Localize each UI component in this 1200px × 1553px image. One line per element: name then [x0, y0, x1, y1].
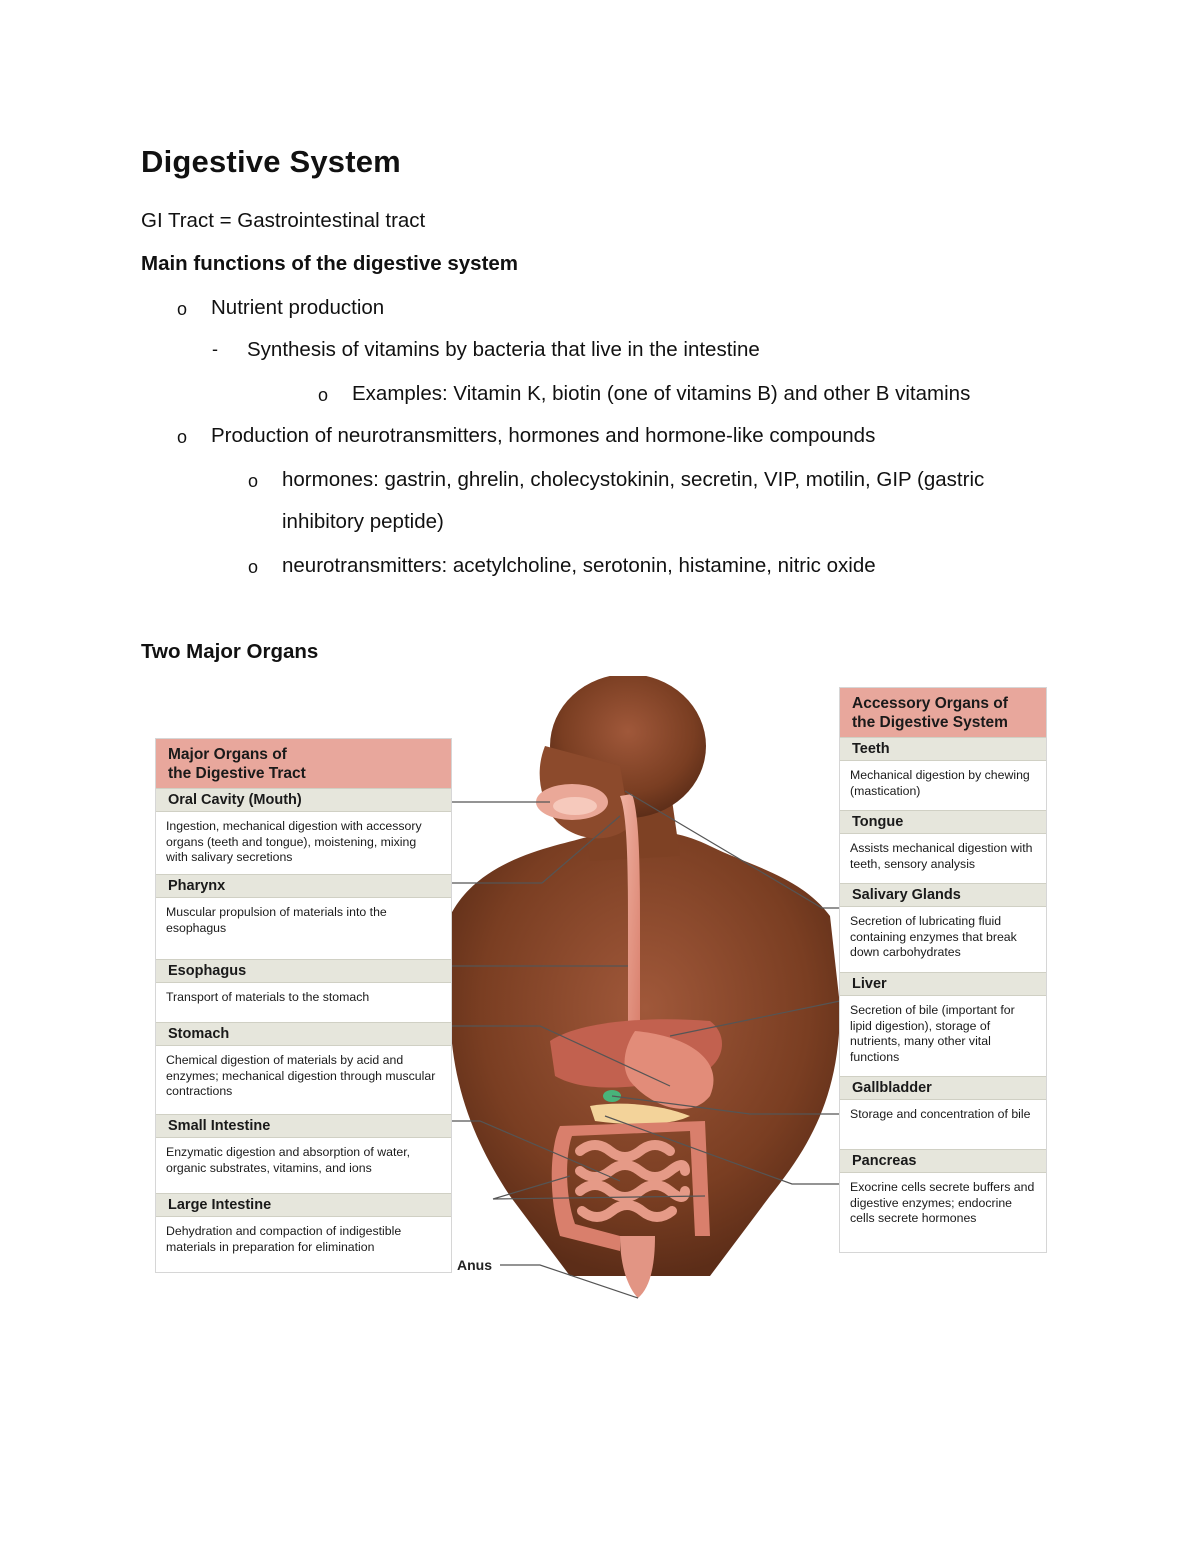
bullet-nutrient-production: Nutrient production — [211, 296, 385, 319]
section-desc-stomach: Chemical digestion of materials by acid and enzymes; mechanical digestion through muscular contractions — [166, 1053, 436, 1098]
section-desc-gallbladder: Storage and concentration of bile — [850, 1107, 1031, 1121]
section-title-pancreas: Pancreas — [840, 1149, 1046, 1173]
bullet-marker: o — [248, 557, 259, 577]
accessory-organs-panel-header — [840, 688, 1046, 737]
gi-tract-line: GI Tract = Gastrointestinal tract — [141, 209, 426, 232]
digestive-system-figure — [150, 676, 1050, 1306]
section-desc-tongue: Assists mechanical digestion with teeth, sensory analysis — [850, 841, 1033, 871]
section-title-tongue: Tongue — [840, 810, 1046, 834]
major-organs-panel — [155, 738, 452, 1273]
section-title-pharynx: Pharynx — [156, 874, 451, 898]
page-title: Digestive System — [141, 144, 401, 179]
bullet-marker: o — [318, 385, 329, 405]
section-desc-pharynx: Muscular propulsion of materials into the esophagus — [166, 905, 387, 935]
section-title-small-intestine: Small Intestine — [156, 1114, 451, 1138]
panel-title-line: the Digestive Tract — [168, 765, 306, 782]
section-title-stomach: Stomach — [156, 1022, 451, 1046]
accessory-organs-panel — [839, 687, 1047, 1253]
section-desc-small-intestine: Enzymatic digestion and absorption of water, organic substrates, vitamins, and ions — [166, 1145, 411, 1175]
bullet-marker: o — [177, 427, 188, 447]
section-title-liver: Liver — [840, 972, 1046, 996]
section-title-esophagus: Esophagus — [156, 959, 451, 983]
organs-heading: Two Major Organs — [141, 640, 319, 663]
section-desc-pancreas: Exocrine cells secrete buffers and digestive enzymes; endocrine cells secrete hormones — [850, 1180, 1035, 1225]
functions-heading: Main functions of the digestive system — [141, 252, 519, 275]
section-title-teeth: Teeth — [840, 737, 1046, 761]
bullet-neurotransmitter-production: Production of neurotransmitters, hormones and hormone-like compounds — [211, 424, 876, 447]
panel-title-line: Accessory Organs of — [852, 695, 1008, 712]
bullet-hormones: hormones: gastrin, ghrelin, cholecystokinin, secretin, VIP, motilin, GIP (gastric — [282, 468, 985, 491]
bullet-marker: o — [177, 299, 188, 319]
bullet-vitamin-examples: Examples: Vitamin K, biotin (one of vitamins B) and other B vitamins — [352, 382, 971, 405]
section-desc-teeth: Mechanical digestion by chewing (mastication) — [850, 768, 1030, 798]
section-desc-large-intestine: Dehydration and compaction of indigestible materials in preparation for elimination — [166, 1224, 402, 1254]
panel-title-line: Major Organs of — [168, 746, 287, 763]
anus-label: Anus — [457, 1257, 492, 1273]
section-desc-salivary-glands: Secretion of lubricating fluid containing enzymes that break down carbohydrates — [850, 914, 1017, 959]
section-title-large-intestine: Large Intestine — [156, 1193, 451, 1217]
section-title-gallbladder: Gallbladder — [840, 1076, 1046, 1100]
bullet-marker: o — [248, 471, 259, 491]
bullet-hormones-cont: inhibitory peptide) — [282, 510, 444, 533]
section-title-oral-cavity: Oral Cavity (Mouth) — [156, 788, 451, 812]
major-organs-panel-header — [156, 739, 451, 788]
rectum-shape — [620, 1236, 655, 1298]
panel-title-line: the Digestive System — [852, 714, 1008, 731]
section-desc-oral-cavity: Ingestion, mechanical digestion with accessory organs (teeth and tongue), moistening, mixing with salivary secretions — [166, 819, 422, 864]
section-desc-esophagus: Transport of materials to the stomach — [166, 990, 370, 1004]
dash-marker: - — [212, 339, 218, 359]
section-title-salivary-glands: Salivary Glands — [840, 883, 1046, 907]
section-desc-liver: Secretion of bile (important for lipid digestion), storage of nutrients, many other vital functions — [850, 1003, 1015, 1064]
bullet-neurotransmitters: neurotransmitters: acetylcholine, serotonin, histamine, nitric oxide — [282, 554, 876, 577]
bullet-vitamin-synthesis: Synthesis of vitamins by bacteria that live in the intestine — [247, 338, 760, 361]
